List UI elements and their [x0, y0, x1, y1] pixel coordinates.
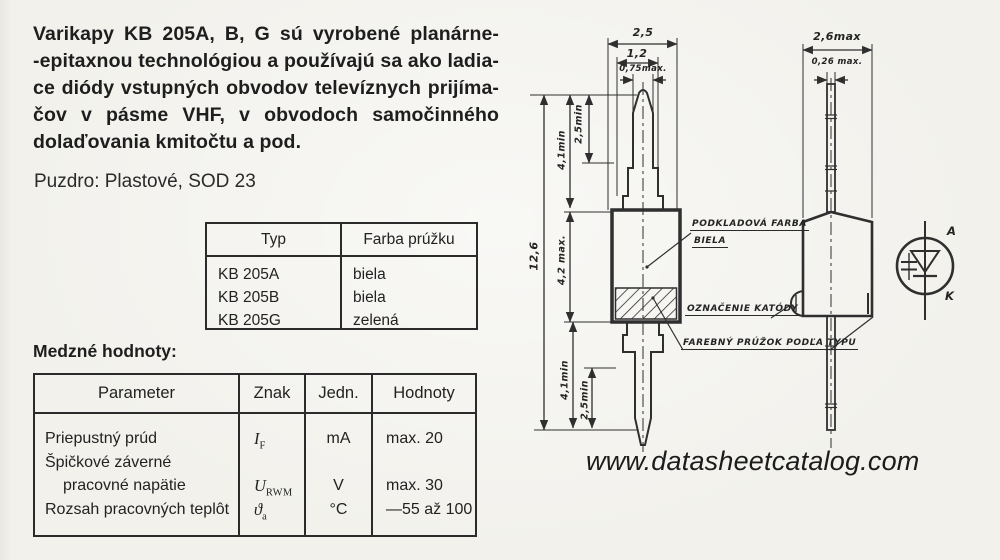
- table-cell: [240, 498, 304, 522]
- watermark: www.datasheetcatalog.com: [586, 446, 920, 476]
- type-table-body: [207, 257, 476, 328]
- table-cell: KB 205A: [218, 266, 280, 283]
- callout-cathode-mark: OZNAČENIE KATÓDY: [687, 304, 799, 314]
- table-cell: V: [333, 477, 344, 494]
- intro-line: ce diódy vstupných obvodov televíznych prijíma-: [33, 77, 499, 99]
- anode-label: A: [947, 224, 956, 238]
- table-cell: [240, 451, 304, 475]
- limits-col-parameter: [35, 414, 240, 535]
- table-cell: Priepustný prúd: [45, 430, 158, 447]
- table-cell: biela: [353, 289, 386, 306]
- table-cell: [240, 474, 304, 498]
- symbol-sub: F: [259, 440, 266, 452]
- table-cell: Rozsah pracovných teplôt: [45, 500, 230, 518]
- limits-header-hodnoty: Hodnoty: [393, 384, 455, 402]
- table-cell: °C: [329, 500, 348, 518]
- dim-label: 2,6max: [813, 30, 861, 43]
- table-cell: KB 205G: [218, 312, 281, 329]
- dim-label: 0,26 max.: [811, 57, 863, 67]
- table-cell: max. 20: [386, 430, 443, 447]
- symbol-sub: a: [262, 510, 268, 522]
- limits-header-znak: Znak: [240, 375, 306, 412]
- table-cell: [240, 427, 304, 451]
- varicap-symbol: [897, 221, 953, 320]
- table-cell: biela: [353, 266, 386, 283]
- color-stripe-hatch: [616, 288, 677, 319]
- type-table-header-typ: Typ: [207, 224, 342, 255]
- dim-label: 2,5: [632, 26, 654, 39]
- limits-col-hodnoty: [373, 414, 475, 535]
- table-cell: pracovné napätie: [63, 477, 186, 494]
- limits-header-jedn: Jedn.: [306, 375, 373, 412]
- limits-col-jedn: [306, 414, 373, 535]
- table-cell: zelená: [353, 312, 399, 329]
- limits-table-header: [35, 375, 475, 414]
- type-table-col-typ: [207, 257, 342, 328]
- intro-paragraph: [33, 21, 499, 156]
- type-table: [205, 222, 478, 330]
- dim-label: 2,5min: [579, 380, 591, 420]
- table-cell: Špičkové záverné: [45, 453, 172, 471]
- dim-label: 4,1min: [556, 130, 568, 170]
- table-cell: [373, 451, 475, 475]
- table-cell: —55 až 100: [386, 500, 473, 518]
- limits-table: [33, 373, 477, 537]
- limits-col-znak: [240, 414, 306, 535]
- dim-label: 4,1min: [559, 360, 571, 400]
- limits-header-parameter: Parameter: [35, 375, 240, 412]
- side-view: [791, 44, 872, 448]
- dim-label: 1,2: [626, 47, 648, 60]
- type-table-col-farba: [342, 257, 476, 328]
- type-table-header-farba: Farba prúžku: [363, 230, 455, 248]
- callout-base-color-2: BIELA: [694, 236, 727, 246]
- symbol-base: I: [254, 429, 260, 448]
- technical-drawing-panel: [520, 0, 1000, 560]
- table-cell: KB 205B: [218, 289, 280, 306]
- dim-label: 4,2 max.: [556, 234, 568, 286]
- limits-table-body: [35, 414, 475, 535]
- callout-color-stripe: FAREBNÝ PRÚŽOK PODĽA TYPU: [683, 338, 857, 348]
- symbol-base: ϑ: [254, 499, 263, 519]
- intro-line: Varikapy KB 205A, B, G sú vyrobené planárne-: [33, 23, 499, 45]
- package-line: Puzdro: Plastové, SOD 23: [34, 171, 256, 192]
- table-cell: max. 30: [386, 477, 443, 494]
- intro-line: čov v pásme VHF, v obvodoch samočinného: [33, 104, 499, 126]
- dim-label: 12,6: [527, 241, 541, 271]
- table-cell: mA: [326, 430, 351, 447]
- dim-label: 0,75max.: [619, 64, 667, 74]
- callout-base-color: PODKLADOVÁ FARBA: [692, 219, 807, 229]
- limits-heading: Medzné hodnoty:: [33, 341, 177, 361]
- table-cell: [306, 451, 371, 475]
- intro-line: dolaďovania kmitočtu a pod.: [33, 131, 302, 153]
- package-body-side: [803, 212, 872, 316]
- type-table-header: [207, 224, 476, 257]
- dim-label: 2,5min: [573, 104, 585, 144]
- cathode-label: K: [945, 289, 954, 303]
- symbol-base: U: [254, 476, 266, 495]
- symbol-sub: RWM: [265, 487, 293, 499]
- intro-line: -epitaxnou technológiou a používajú sa ako ladia-: [33, 50, 499, 72]
